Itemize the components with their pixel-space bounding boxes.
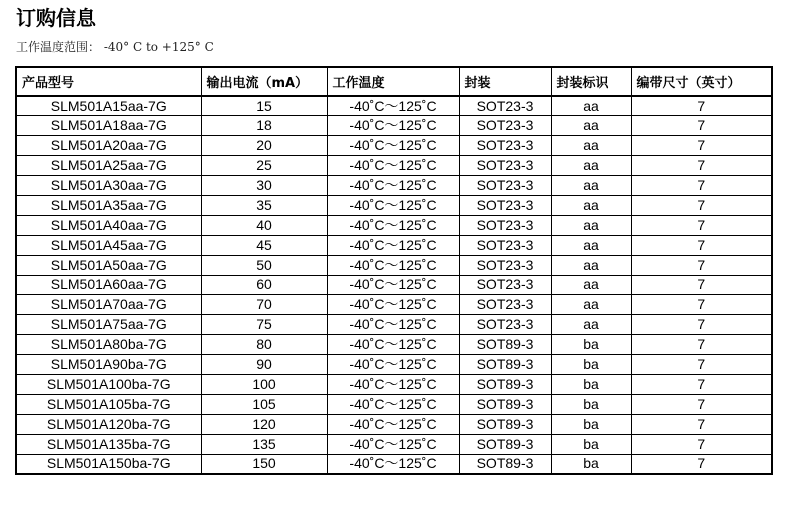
cell-package-marking: ba [551,335,631,355]
cell-reel-size: 7 [631,136,772,156]
operating-temperature-range: 工作温度范围： -40° C to +125° C [16,40,214,54]
cell-part-number: SLM501A105ba-7G [16,394,201,414]
cell-part-number: SLM501A50aa-7G [16,255,201,275]
cell-output-current: 15 [201,96,327,116]
cell-package: SOT89-3 [459,394,551,414]
cell-part-number: SLM501A18aa-7G [16,116,201,136]
cell-output-current: 100 [201,374,327,394]
cell-output-current: 18 [201,116,327,136]
cell-package-marking: aa [551,275,631,295]
cell-package-marking: ba [551,374,631,394]
cell-part-number: SLM501A100ba-7G [16,374,201,394]
cell-output-current: 120 [201,414,327,434]
cell-reel-size: 7 [631,434,772,454]
table-row [16,235,772,255]
ordering-table-container [15,66,771,475]
table-row [16,295,772,315]
cell-operating-temperature: -40˚C～125˚C [327,414,459,434]
cell-operating-temperature: -40˚C～125˚C [327,176,459,196]
table-row [16,136,772,156]
cell-output-current: 40 [201,215,327,235]
cell-operating-temperature: -40˚C～125˚C [327,295,459,315]
cell-operating-temperature: -40˚C～125˚C [327,374,459,394]
cell-output-current: 35 [201,195,327,215]
cell-reel-size: 7 [631,454,772,474]
cell-package: SOT23-3 [459,116,551,136]
cell-reel-size: 7 [631,255,772,275]
table-row [16,315,772,335]
cell-output-current: 60 [201,275,327,295]
cell-part-number: SLM501A90ba-7G [16,355,201,375]
cell-operating-temperature: -40˚C～125˚C [327,454,459,474]
table-row [16,156,772,176]
ordering-table [15,66,773,475]
cell-operating-temperature: -40˚C～125˚C [327,195,459,215]
table-row [16,215,772,235]
cell-reel-size: 7 [631,275,772,295]
cell-package: SOT23-3 [459,96,551,116]
cell-reel-size: 7 [631,335,772,355]
cell-reel-size: 7 [631,116,772,136]
cell-operating-temperature: -40˚C～125˚C [327,394,459,414]
cell-package-marking: aa [551,315,631,335]
table-row [16,176,772,196]
cell-operating-temperature: -40˚C～125˚C [327,255,459,275]
cell-package-marking: ba [551,355,631,375]
cell-part-number: SLM501A35aa-7G [16,195,201,215]
cell-output-current: 50 [201,255,327,275]
cell-output-current: 80 [201,335,327,355]
header-package: 封装 [459,67,551,96]
cell-package: SOT89-3 [459,374,551,394]
cell-part-number: SLM501A120ba-7G [16,414,201,434]
cell-package: SOT89-3 [459,355,551,375]
table-row [16,116,772,136]
cell-reel-size: 7 [631,96,772,116]
cell-operating-temperature: -40˚C～125˚C [327,355,459,375]
cell-package: SOT23-3 [459,235,551,255]
cell-reel-size: 7 [631,215,772,235]
header-operating-temperature: 工作温度 [327,67,459,96]
cell-part-number: SLM501A70aa-7G [16,295,201,315]
cell-operating-temperature: -40˚C～125˚C [327,116,459,136]
cell-package-marking: ba [551,414,631,434]
cell-package-marking: aa [551,295,631,315]
cell-package-marking: aa [551,235,631,255]
cell-reel-size: 7 [631,235,772,255]
cell-package-marking: aa [551,195,631,215]
cell-operating-temperature: -40˚C～125˚C [327,315,459,335]
cell-package: SOT23-3 [459,295,551,315]
cell-part-number: SLM501A45aa-7G [16,235,201,255]
cell-package: SOT23-3 [459,215,551,235]
cell-package: SOT23-3 [459,315,551,335]
table-row [16,275,772,295]
header-package-marking: 封装标识 [551,67,631,96]
cell-operating-temperature: -40˚C～125˚C [327,215,459,235]
cell-package-marking: aa [551,255,631,275]
header-part-number: 产品型号 [16,67,201,96]
cell-operating-temperature: -40˚C～125˚C [327,434,459,454]
table-row [16,454,772,474]
cell-package: SOT89-3 [459,454,551,474]
cell-package-marking: aa [551,96,631,116]
cell-output-current: 105 [201,394,327,414]
cell-part-number: SLM501A150ba-7G [16,454,201,474]
cell-reel-size: 7 [631,295,772,315]
cell-package: SOT23-3 [459,156,551,176]
cell-part-number: SLM501A40aa-7G [16,215,201,235]
cell-part-number: SLM501A80ba-7G [16,335,201,355]
table-row [16,195,772,215]
cell-package: SOT23-3 [459,136,551,156]
cell-part-number: SLM501A135ba-7G [16,434,201,454]
cell-package: SOT23-3 [459,255,551,275]
cell-output-current: 45 [201,235,327,255]
cell-operating-temperature: -40˚C～125˚C [327,136,459,156]
cell-reel-size: 7 [631,195,772,215]
cell-output-current: 25 [201,156,327,176]
table-row [16,394,772,414]
cell-reel-size: 7 [631,156,772,176]
table-row [16,96,772,116]
cell-package-marking: aa [551,136,631,156]
cell-package-marking: aa [551,215,631,235]
table-row [16,355,772,375]
table-row [16,255,772,275]
cell-output-current: 70 [201,295,327,315]
cell-package: SOT89-3 [459,414,551,434]
cell-part-number: SLM501A75aa-7G [16,315,201,335]
cell-reel-size: 7 [631,176,772,196]
cell-operating-temperature: -40˚C～125˚C [327,96,459,116]
cell-reel-size: 7 [631,315,772,335]
table-body [16,96,772,474]
cell-part-number: SLM501A20aa-7G [16,136,201,156]
cell-output-current: 20 [201,136,327,156]
table-header-row [16,67,772,96]
cell-part-number: SLM501A60aa-7G [16,275,201,295]
cell-package: SOT89-3 [459,335,551,355]
cell-package-marking: ba [551,394,631,414]
cell-operating-temperature: -40˚C～125˚C [327,156,459,176]
cell-reel-size: 7 [631,374,772,394]
table-row [16,335,772,355]
cell-output-current: 75 [201,315,327,335]
cell-package-marking: ba [551,454,631,474]
header-reel-size: 编带尺寸（英寸） [631,67,772,96]
cell-reel-size: 7 [631,394,772,414]
cell-output-current: 135 [201,434,327,454]
cell-output-current: 30 [201,176,327,196]
cell-package: SOT23-3 [459,176,551,196]
cell-part-number: SLM501A25aa-7G [16,156,201,176]
cell-reel-size: 7 [631,355,772,375]
cell-package: SOT23-3 [459,195,551,215]
cell-operating-temperature: -40˚C～125˚C [327,335,459,355]
cell-part-number: SLM501A30aa-7G [16,176,201,196]
table-row [16,434,772,454]
header-output-current: 输出电流（mA） [201,67,327,96]
cell-output-current: 90 [201,355,327,375]
section-title: 订购信息 [16,6,96,30]
cell-package-marking: ba [551,434,631,454]
table-row [16,374,772,394]
cell-package: SOT23-3 [459,275,551,295]
cell-operating-temperature: -40˚C～125˚C [327,275,459,295]
cell-operating-temperature: -40˚C～125˚C [327,235,459,255]
cell-package-marking: aa [551,156,631,176]
cell-package-marking: aa [551,116,631,136]
cell-package: SOT89-3 [459,434,551,454]
cell-reel-size: 7 [631,414,772,434]
cell-part-number: SLM501A15aa-7G [16,96,201,116]
cell-output-current: 150 [201,454,327,474]
table-row [16,414,772,434]
cell-package-marking: aa [551,176,631,196]
